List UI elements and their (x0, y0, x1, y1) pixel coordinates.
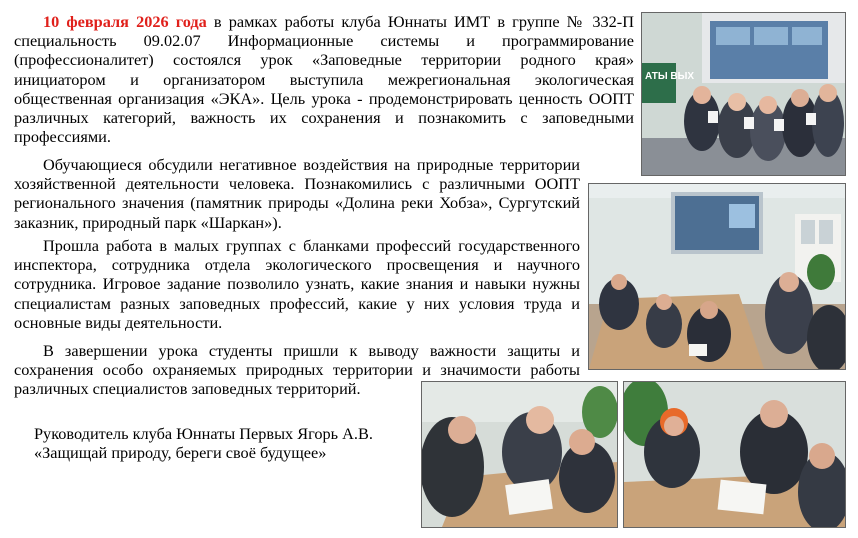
photo-group-work-left (421, 381, 618, 528)
screen-poster-text: АТЫ ВЫХ (645, 71, 695, 82)
club-leader-signature: Руководитель клуба Юннаты Первых Ягорь А.В. (34, 424, 373, 443)
intro-text: в рамках работы клуба Юннаты ИМТ в группе № 332-П специальность 09.02.07 Информационные системы и программирование (профессионалитет) состоялся урок «Заповедные территории родного края» инициатором и организатором выступила межрегиональная экологическая общественная организация «ЭКА». Цель урока - продемонстрировать ценность ООПТ различных категорий, важность их сохранения и познакомить с заповедными профессиями. (14, 12, 634, 147)
event-date: 10 февраля 2026 года (43, 12, 207, 31)
photo-students-with-cards (641, 12, 846, 176)
photo-group-work-right (623, 381, 846, 528)
paragraph-intro (14, 12, 634, 146)
paragraph-groupwork: Прошла работа в малых группах с бланками профессий государственного инспектора, сотрудника отдела экологического просвещения и научного сотрудника. Игровое задание позволило узнать, какие знания и навыки нужны специалистам разных заповедных профессий, какие у них условия труда и основные виды деятельности. (14, 236, 580, 332)
club-motto: «Защищай природу, береги своё будущее» (34, 443, 327, 462)
photo-classroom-overview (588, 183, 846, 370)
conclusion-text: В завершении урока студенты пришли к выводу важности защиты и сохранения особо охраняемых природных территории и значимости работы различных специалистов заповедных территорий. (14, 341, 580, 399)
paragraph-discussion: Обучающиеся обсудили негативное воздействия на природные территории хозяйственной деятельности человека. Познакомились с различными ООПТ регионального значения (памятник природы «Долина реки Хобза», Сургутский заказник, природный парк «Шаркан»). (14, 155, 580, 232)
